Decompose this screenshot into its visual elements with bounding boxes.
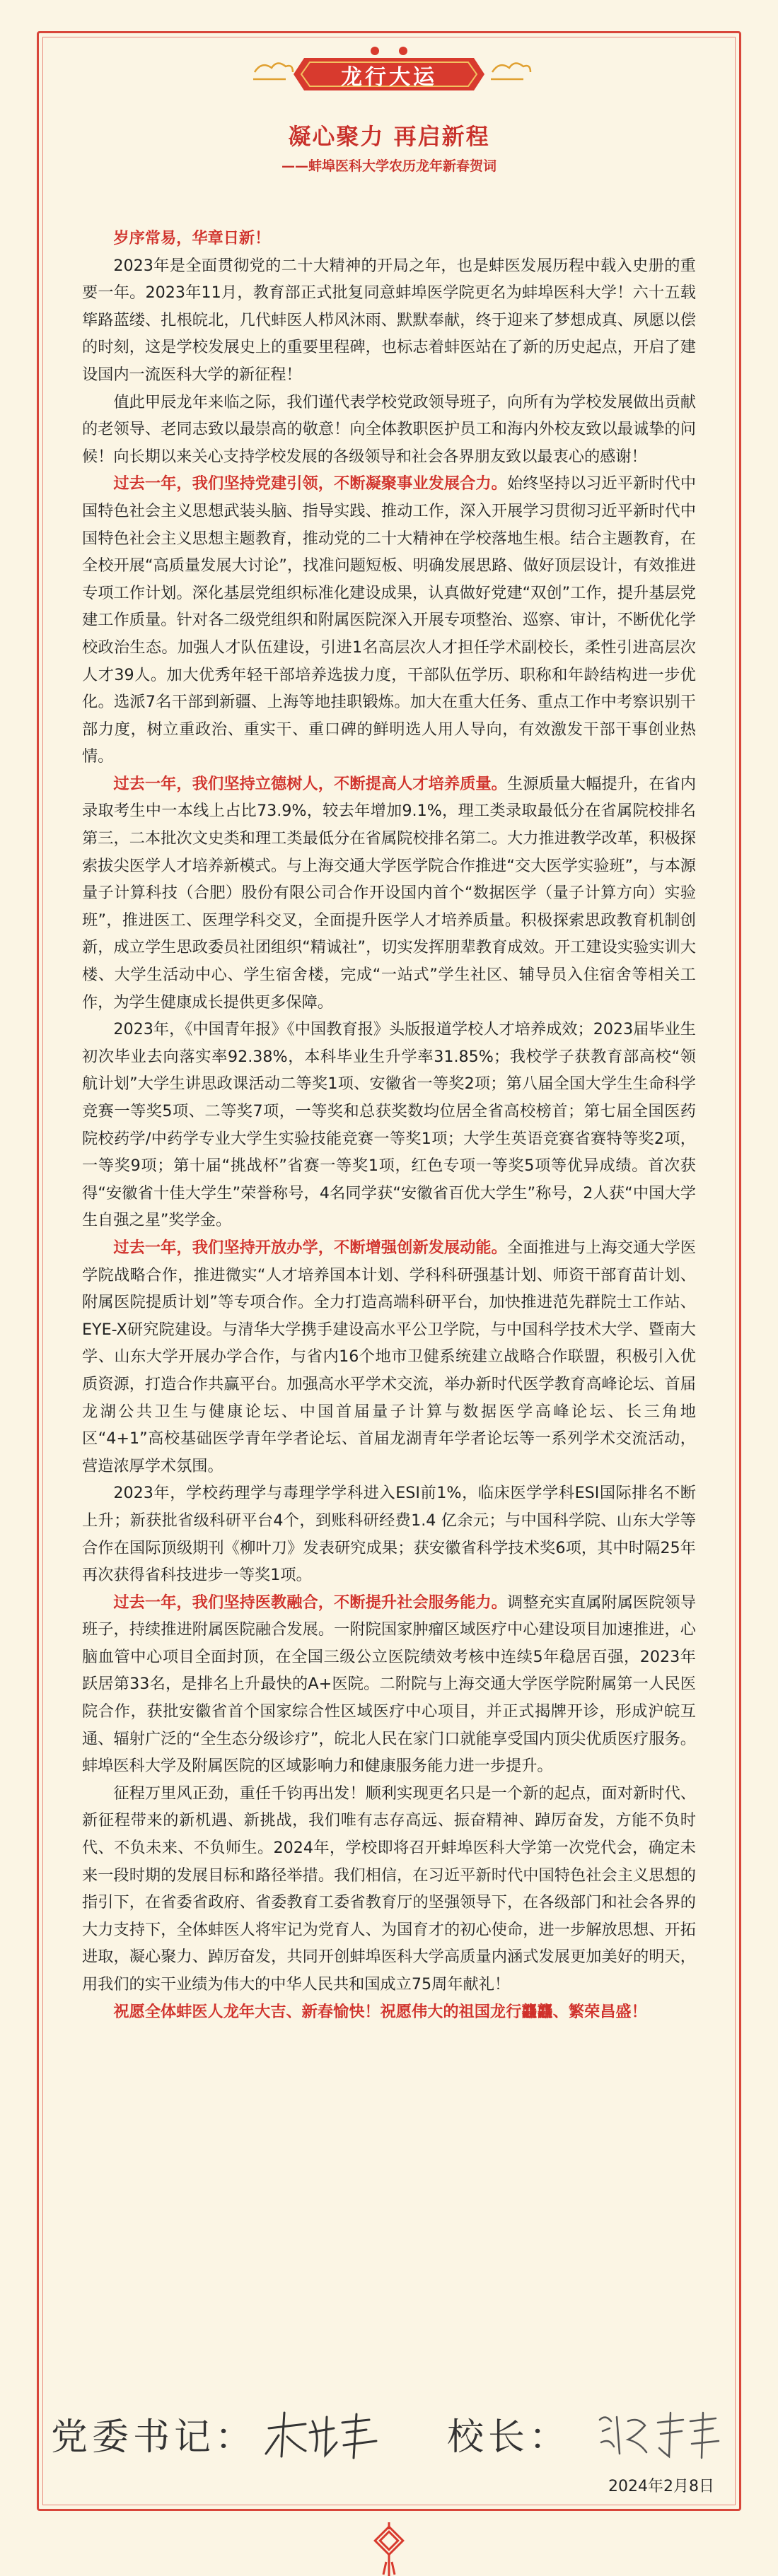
secretary-label: 党委书记： <box>51 2416 257 2459</box>
header-banner <box>240 42 538 106</box>
letter-date: 2024年2月8日 <box>608 2478 714 2495</box>
greeting-line <box>82 225 696 252</box>
paragraph <box>82 1480 696 1588</box>
president-label: 校长： <box>447 2416 571 2459</box>
paragraph-lead: 过去一年，我们坚持医教融合，不断提升社会服务能力。 <box>113 1593 507 1612</box>
paragraph-lead: 过去一年，我们坚持开放办学，不断增强创新发展动能。 <box>113 1238 507 1257</box>
paragraph <box>82 771 696 1016</box>
page-subtitle: ——蚌埠医科大学农历龙年新春贺词 <box>281 158 497 174</box>
paragraph <box>82 1016 696 1234</box>
paragraph <box>82 1234 696 1480</box>
paragraph-text: 始终坚持以习近平新时代中国特色社会主义思想武装头脑、指导实践、推动工作，深入开展学习贯彻习近平新时代中国特色社会主义思想主题教育，推动党的二十大精神在学校落地生根。结合主题教育，在全校开展“高质量发展大讨论”，找准问题短板、明确发展思路、做好顶层设计，有效推进专项工作计划。深化基层党组织标准化建设成果，认真做好党建“双创”工作，提升基层党建工作质量。针对各二级党组织和附属医院深入开展专项整治、巡察、审计，不断优化学校政治生态。加强人才队伍建设，引进1名高层次人才担任学术副校长，柔性引进高层次人才39人。加大优秀年轻干部培养选拔力度，干部队伍学历、职称和年龄结构进一步优化。选派7名干部到新疆、上海等地挂职锻炼。加大在重大任务、重点工作中考察识别干部力度，树立重政治、重实干、重口碑的鲜明选人用人导向，有效激发干部干事创业热情。 <box>82 474 697 766</box>
paragraph <box>82 1780 696 1998</box>
letter-body <box>82 225 696 2025</box>
president-signature-icon <box>596 2407 723 2464</box>
secretary-signature-icon <box>263 2407 383 2464</box>
chinese-knot-icon <box>368 2522 410 2576</box>
closing-wish: 祝愿全体蚌医人龙年大吉、新春愉快！祝愿伟大的祖国龙行龘龘、繁荣昌盛！ <box>113 2002 647 2021</box>
paragraph-text: 调整充实直属附属医院领导班子，持续推进附属医院融合发展。一附院国家肿瘤区域医疗中心建设项目加速推进，心脑血管中心项目全面封顶，在全国三级公立医院绩效考核中连续5年稳居百强，2023年跃居第33名，是排名上升最快的A+医院。二附院与上海交通大学医学院附属第一人民医院合作，获批安徽省首个国家综合性区域医疗中心项目，并正式揭牌开诊，形成沪皖互通、辐射广泛的“全生态分级诊疗”，皖北人民在家门口就能享受国内顶尖优质医疗服务。蚌埠医科大学及附属医院的区域影响力和健康服务能力进一步提升。 <box>82 1593 697 1776</box>
paragraph <box>82 389 696 471</box>
paragraph-text: 2023年，《中国青年报》《中国教育报》头版报道学校人才培养成效；2023届毕业生初次毕业去向落实率92.38%，本科毕业生升学率31.85%；我校学子获教育部高校“领航计划”大学生讲思政课活动二等奖1项、安徽省一等奖2项；第八届全国大学生生命科学竞赛一等奖5项、二等奖7项，一等奖和总获奖数均位居全省高校榜首；第七届全国医药院校药学/中药学专业大学生实验技能竞赛一等奖1项；大学生英语竞赛省赛特等奖2项，一等奖9项；第十届“挑战杯”省赛一等奖1项，红色专项一等奖5项等优异成绩。首次获得“安徽省十佳大学生”荣誉称号，4名同学获“安徽省百优大学生”称号，2人获“中国大学生自强之星”奖学金。 <box>82 1020 696 1230</box>
page-title: 凝心聚力 再启新程 <box>288 123 490 150</box>
greeting-text: 岁序常易，华章日新！ <box>113 229 271 247</box>
paragraph-text: 征程万里风正劲，重任千钧再出发！顺利实现更名只是一个新的起点，面对新时代、新征程带来的新机遇、新挑战，我们唯有志存高远、振奋精神、踔厉奋发，方能不负时代、不负未来、不负师生。2024年，学校即将召开蚌埠医科大学第一次党代会，确定未来一段时期的发展目标和路径举措。我们相信，在习近平新时代中国特色社会主义思想的指引下，在省委省政府、省委教育工委省教育厅的坚强领导下，在各级部门和社会各界的大力支持下，全体蚌医人将牢记为党育人、为国育才的初心使命，进一步解放思想、开拓进取，凝心聚力、踔厉奋发，共同开创蚌埠医科大学高质量内涵式发展更加美好的明天，用我们的实干业绩为伟大的中华人民共和国成立75周年献礼！ <box>82 1784 696 1994</box>
paragraph-text: 值此甲辰龙年来临之际，我们谨代表学校党政领导班子，向所有为学校发展做出贡献的老领导、老同志致以最崇高的敬意！向全体教职医护员工和海内外校友致以最诚挚的问候！向长期以来关心支持学校发展的各级领导和社会各界朋友致以最衷心的感谢！ <box>82 392 696 466</box>
signature-row <box>51 2407 730 2471</box>
paragraph <box>82 470 696 771</box>
paragraph-text: 生源质量大幅提升，在省内录取考生中一本线上占比73.9%，较去年增加9.1%，理工类录取最低分在省属院校排名第三，二本批次文史类和理工类最低分在省属院校排名第二。大力推进教学改革，积极探索拔尖医学人才培养新模式。与上海交通大学医学院合作推进“交大医学实验班”，与本源量子计算科技（合肥）股份有限公司合作开设国内首个“数据医学（量子计算方向）实验班”，推进医工、医理学科交叉，全面提升医学人才培养质量。积极探索思政教育机制创新，成立学生思政委员社团组织“精诚社”，切实发挥朋辈教育成效。开工建设实验实训大楼、大学生活动中心、学生宿舍楼，完成“一站式”学生社区、辅导员入住宿舍等相关工作，为学生健康成长提供更多保障。 <box>82 774 697 1012</box>
paragraph-text: 2023年，学校药理学与毒理学学科进入ESI前1%，临床医学学科ESI国际排名不断上升；新获批省级科研平台4个，到账科研经费1.4 亿余元；与中国科学院、山东大学等合作在国际顶级期刊《柳叶刀》发表研究成果；获安徽省科学技术奖6项，其中时隔25年再次获得省科技进步一等奖1项。 <box>82 1484 696 1585</box>
paragraph-text: 全面推进与上海交通大学医学院战略合作，推进微实“人才培养国本计划、学科科研强基计划、师资干部育苗计划、附属医院提质计划”等专项合作。全力打造高端科研平台，加快推进范先群院士工作站、EYE-X研究院建设。与清华大学携手建设高水平公卫学院，与中国科学技术大学、暨南大学、山东大学开展办学合作，与省内16个地市卫健系统建立战略合作联盟，积极引入优质资源，打造合作共赢平台。加强高水平学术交流，举办新时代医学教育高峰论坛、首届龙湖公共卫生与健康论坛、中国首届量子计算与数据医学高峰论坛、长三角地区“4+1”高校基础医学青年学者论坛、首届龙湖青年学者论坛等一系列学术交流活动，营造浓厚学术氛围。 <box>82 1238 697 1475</box>
paragraph-lead: 过去一年，我们坚持立德树人，不断提高人才培养质量。 <box>113 774 507 793</box>
banner-text: 龙行大运 <box>341 65 437 90</box>
paragraph <box>82 1589 696 1780</box>
paragraph-lead: 过去一年，我们坚持党建引领，不断凝聚事业发展合力。 <box>113 474 507 493</box>
paragraph <box>82 252 696 389</box>
paragraph-text: 2023年是全面贯彻党的二十大精神的开局之年，也是蚌医发展历程中载入史册的重要一年。2023年11月，教育部正式批复同意蚌埠医学院更名为蚌埠医科大学！六十五载筚路蓝缕、扎根皖北，几代蚌医人栉风沐雨、默默奉献，终于迎来了梦想成真、夙愿以偿的时刻，这是学校发展史上的重要里程碑，也标志着蚌医站在了新的历史起点，开启了建设国内一流医科大学的新征程！ <box>82 256 696 384</box>
